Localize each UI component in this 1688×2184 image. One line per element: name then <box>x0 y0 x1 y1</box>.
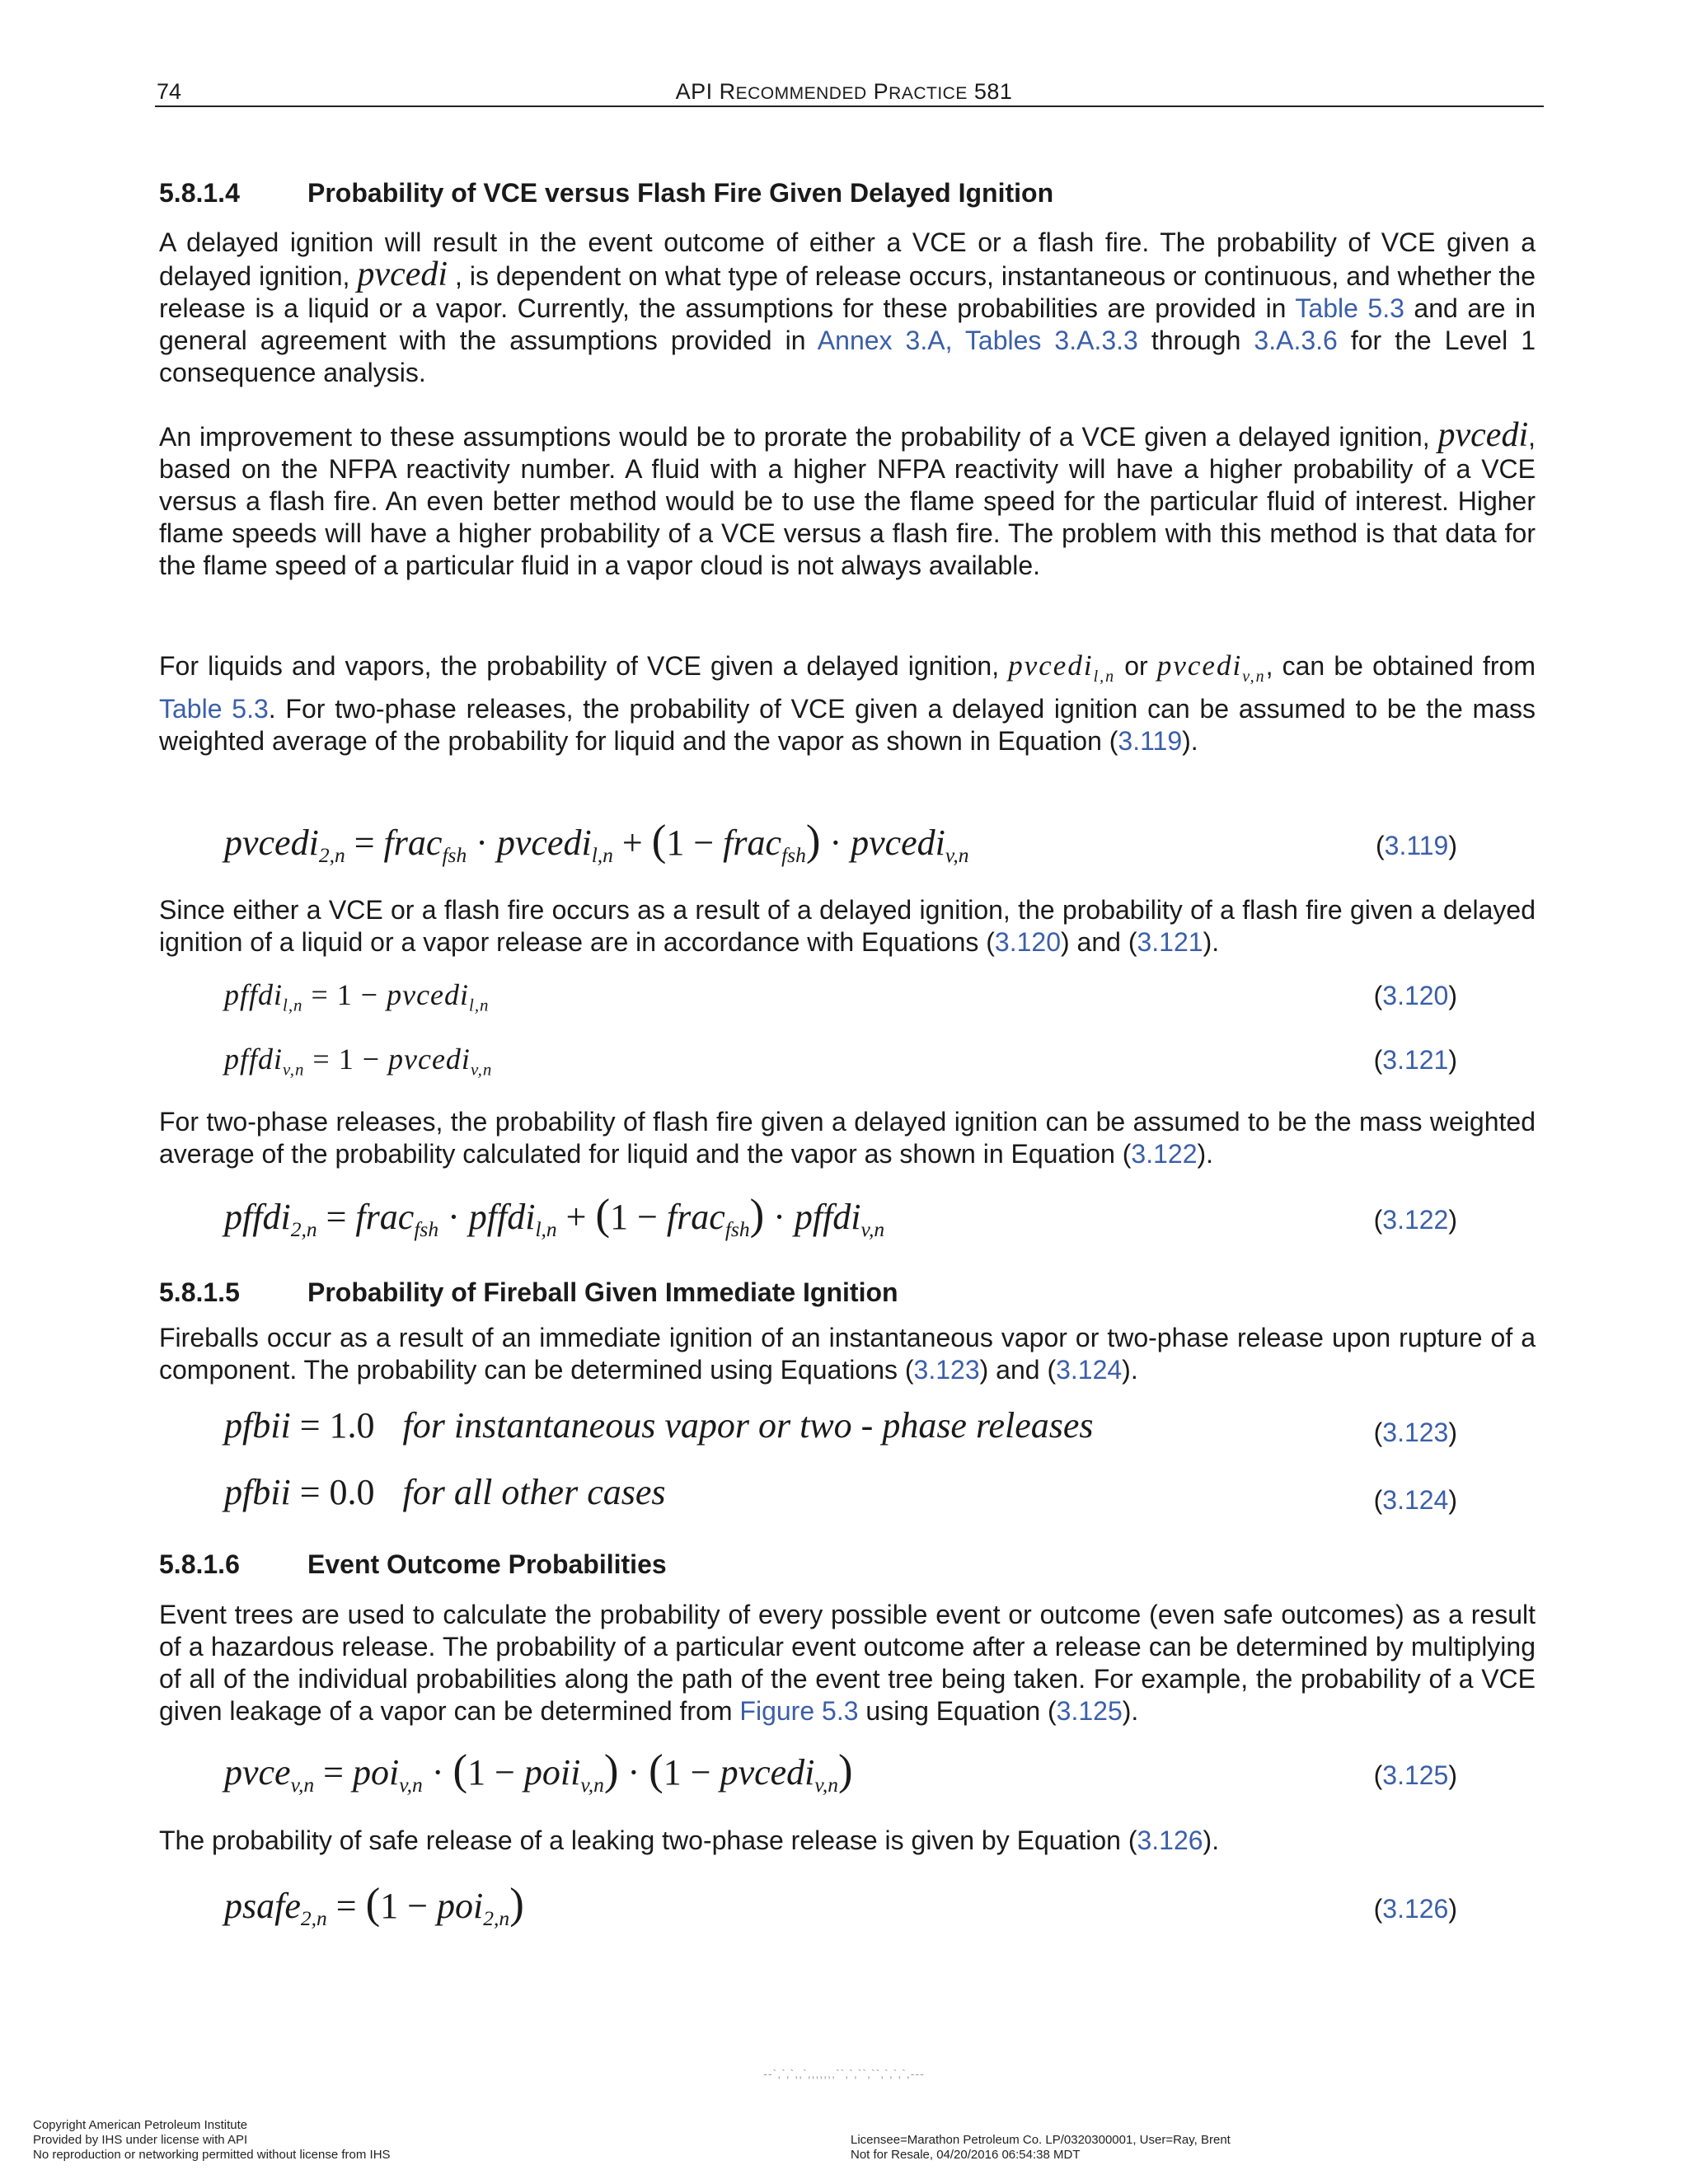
equation-3-120 <box>224 977 490 1015</box>
symbol-subscript: l,n <box>1093 668 1116 686</box>
eq-condition: for instantaneous vapor or two - phase releases <box>402 1405 1094 1446</box>
footer-line: No reproduction or networking permitted without license from IHS <box>33 2148 391 2162</box>
text-run: . For two-phase releases, the probability of VCE given a delayed ignition can be assumed to be the mass weighted average of the probability for liquid and the vapor as shown in Equation ( <box>159 694 1536 756</box>
eq-subscript: v,n <box>814 1772 838 1797</box>
section-title: Probability of VCE versus Flash Fire Given Delayed Ignition <box>307 178 1054 208</box>
text-run: ). <box>1122 1355 1138 1385</box>
eq-term: frac <box>355 1197 415 1237</box>
equation-number-value: 3.125 <box>1382 1760 1449 1790</box>
link-eq-3-123[interactable]: 3.123 <box>913 1355 980 1385</box>
eq-term: frac <box>666 1197 725 1237</box>
left-paren: ( <box>595 1191 611 1239</box>
symbol-pvcedi-ln <box>1008 649 1116 686</box>
eq-term: frac <box>723 823 782 863</box>
eq-operator: = 0.0 <box>290 1472 375 1512</box>
symbol-pvcedi: pvcedi <box>1437 416 1529 454</box>
eq-operator: = <box>345 823 384 863</box>
equation-number-value: 3.119 <box>1384 831 1449 860</box>
paragraph-flash-fire <box>159 894 1536 958</box>
eq-operator: − <box>681 1752 720 1793</box>
footer-line: Licensee=Marathon Petroleum Co. LP/0320300001, User=Ray, Brent <box>851 2133 1231 2147</box>
eq-subscript: v,n <box>860 1216 885 1241</box>
paragraph-safe-release <box>159 1825 1536 1857</box>
text-run: for the Level 1 consequence analysis. <box>159 326 1536 387</box>
eq-subscript: v,n <box>470 1059 493 1080</box>
section-heading-5-8-1-4 <box>159 178 1053 209</box>
left-paren: ( <box>651 817 667 865</box>
footer-copyright <box>33 2118 391 2163</box>
eq-term: pvcedi <box>720 1752 815 1793</box>
eq-subscript: v,n <box>399 1772 423 1797</box>
eq-subscript: l,n <box>469 995 490 1015</box>
right-paren: ) <box>603 1746 619 1794</box>
text-run: ). <box>1122 1696 1139 1726</box>
paragraph-two-phase-flash <box>159 1106 1536 1170</box>
eq-subscript: l,n <box>283 995 303 1015</box>
eq-term: pfbii <box>224 1472 291 1512</box>
right-paren: ) <box>749 1191 765 1239</box>
eq-term: pvcedi <box>387 978 470 1011</box>
footer-line: Copyright American Petroleum Institute <box>33 2118 248 2132</box>
equation-number-value: 3.124 <box>1382 1485 1449 1515</box>
symbol-pvcedi-vn <box>1156 649 1266 686</box>
equation-number-value: 3.122 <box>1382 1205 1449 1235</box>
eq-term: pfbii <box>224 1405 291 1446</box>
text-run: ). <box>1197 1139 1214 1169</box>
footer-line: Not for Resale, 04/20/2016 06:54:38 MDT <box>851 2148 1081 2162</box>
equation-3-123 <box>224 1404 1094 1446</box>
header-title-mid: P <box>866 79 889 104</box>
paragraph-event-trees <box>159 1599 1536 1727</box>
eq-subscript: v,n <box>580 1772 604 1797</box>
eq-subscript: fsh <box>414 1216 439 1241</box>
link-eq-3-122[interactable]: 3.122 <box>1131 1139 1198 1169</box>
text-run: ). <box>1182 726 1198 756</box>
link-eq-3-124[interactable]: 3.124 <box>1056 1355 1123 1385</box>
eq-subscript: 2,n <box>318 842 345 867</box>
right-paren: ) <box>837 1746 853 1794</box>
eq-number: 1 <box>467 1752 486 1793</box>
text-run: ) and ( <box>979 1355 1057 1385</box>
text-run: or <box>1115 651 1157 681</box>
watermark-dots: --`,`,`,,`,,,,,,,``,`,``,``,`,`,`,--- <box>763 2067 925 2080</box>
section-number: 5.8.1.4 <box>159 178 240 208</box>
eq-operator: = 1 − <box>302 978 387 1011</box>
eq-operator: − <box>398 1886 438 1926</box>
eq-subscript: fsh <box>724 1216 750 1241</box>
eq-condition: for all other cases <box>402 1472 666 1512</box>
text-run: , is dependent on what type of release occurs, instantaneous or continuous, and whether the release is a liquid or a vapor. Currently, the assumptions for these probabilities are provided in <box>159 261 1536 323</box>
equation-3-121 <box>224 1042 492 1080</box>
eq-subscript: fsh <box>442 842 467 867</box>
eq-subscript: l,n <box>535 1216 557 1241</box>
symbol-pvcedi: pvcedi <box>357 255 448 293</box>
eq-term: pvce <box>224 1752 291 1793</box>
eq-number: 1 <box>610 1197 629 1237</box>
eq-operator: · <box>820 823 851 863</box>
eq-number: 1 <box>380 1886 399 1926</box>
section-number: 5.8.1.6 <box>159 1549 240 1579</box>
link-eq-3-120[interactable]: 3.120 <box>994 927 1061 957</box>
text-run: Since either a VCE or a flash fire occurs as a result of a delayed ignition, the probability of a flash fire given a delayed ignition of a liquid or a vapor release are in accordance with Equations ( <box>159 895 1536 957</box>
equation-number-value: 3.120 <box>1382 981 1449 1010</box>
equation-3-125 <box>224 1746 853 1797</box>
paragraph-fireballs <box>159 1322 1536 1386</box>
header-title-sc1: ECOMMENDED <box>735 84 867 103</box>
eq-subscript: l,n <box>591 842 613 867</box>
link-table-5-3[interactable]: Table 5.3 <box>1295 293 1404 323</box>
text-run: For liquids and vapors, the probability of VCE given a delayed ignition, <box>159 651 1009 681</box>
header-title-sc2: RACTICE <box>889 84 968 103</box>
left-paren: ( <box>649 1746 663 1794</box>
eq-subscript: 2,n <box>290 1216 317 1241</box>
eq-operator: · <box>618 1752 649 1793</box>
footer-line: Provided by IHS under license with API <box>33 2133 248 2147</box>
footer-licensee <box>851 2133 1231 2163</box>
eq-term: pvcedi <box>224 823 319 863</box>
text-run: ). <box>1203 927 1220 957</box>
link-eq-3-125[interactable]: 3.125 <box>1056 1696 1123 1726</box>
symbol-base: pvcedi <box>1156 649 1243 682</box>
text-run: and are in general agreement with the assumptions provided in <box>159 293 1536 355</box>
equation-3-126 <box>224 1879 524 1931</box>
eq-term: psafe <box>224 1886 301 1926</box>
equation-number-3-124: (3.124) <box>1373 1485 1457 1515</box>
section-number: 5.8.1.5 <box>159 1277 240 1307</box>
link-eq-3-121[interactable]: 3.121 <box>1137 927 1203 957</box>
eq-number: 1 <box>663 1752 682 1793</box>
eq-term: pffdi <box>468 1197 536 1237</box>
eq-operator: · <box>764 1197 795 1237</box>
eq-operator: = 1.0 <box>290 1405 375 1446</box>
eq-operator: = <box>316 1197 356 1237</box>
section-title: Event Outcome Probabilities <box>307 1549 667 1579</box>
eq-term: pffdi <box>224 1197 291 1237</box>
eq-subscript: v,n <box>945 842 969 867</box>
equation-number-value: 3.123 <box>1382 1418 1449 1447</box>
equation-3-119 <box>224 816 968 868</box>
eq-subscript: fsh <box>781 842 806 867</box>
equation-number-3-123: (3.123) <box>1373 1418 1457 1447</box>
text-run: ) and ( <box>1061 927 1137 957</box>
equation-number-value: 3.126 <box>1382 1894 1449 1924</box>
symbol-subscript: v,n <box>1242 668 1266 686</box>
link-figure-5-3[interactable]: Figure 5.3 <box>739 1696 859 1726</box>
section-heading-5-8-1-6 <box>159 1549 667 1580</box>
eq-term: pffdi <box>794 1197 861 1237</box>
left-paren: ( <box>452 1746 468 1794</box>
text-run: ). <box>1203 1825 1220 1855</box>
eq-operator: = 1 − <box>304 1043 388 1076</box>
text-run: through <box>1137 326 1254 355</box>
equation-number-3-126: (3.126) <box>1373 1894 1457 1924</box>
equation-3-122 <box>224 1190 884 1242</box>
eq-operator: · <box>422 1752 453 1793</box>
header-divider <box>155 105 1544 107</box>
header-title-suffix: 581 <box>967 79 1013 104</box>
eq-operator: + <box>556 1197 596 1237</box>
equation-3-124 <box>224 1471 666 1513</box>
eq-subscript: 2,n <box>483 1905 510 1930</box>
eq-subscript: v,n <box>290 1772 315 1797</box>
link-table-5-3[interactable]: Table 5.3 <box>159 694 269 724</box>
equation-number-3-122: (3.122) <box>1373 1205 1457 1235</box>
eq-term: poii <box>523 1752 581 1793</box>
text-run: , based on the NFPA reactivity number. A fluid with a higher NFPA reactivity will have a higher probability of a VCE versus a flash fire. An even better method would be to use the flame speed for the particular fluid of interest. Higher flame speeds will have a higher probability of a VCE versus a flash fire. The problem with this method is that data for the flame speed of a particular fluid in a vapor cloud is not always available. <box>159 422 1536 580</box>
page-number: 74 <box>157 79 182 104</box>
eq-operator: = <box>314 1752 353 1793</box>
equation-number-3-125: (3.125) <box>1373 1760 1457 1790</box>
eq-term: frac <box>383 823 443 863</box>
text-run: The probability of safe release of a leaking two-phase release is given by Equation ( <box>159 1825 1137 1855</box>
link-eq-3-126[interactable]: 3.126 <box>1137 1825 1203 1855</box>
equation-number-3-121: (3.121) <box>1373 1045 1457 1075</box>
eq-term: pffdi <box>224 978 284 1011</box>
eq-term: poi <box>353 1752 400 1793</box>
link-annex-3a-tables[interactable]: Annex 3.A, Tables 3.A.3.3 <box>817 326 1138 355</box>
right-paren: ) <box>509 1880 524 1928</box>
text-run: Fireballs occur as a result of an immediate ignition of an instantaneous vapor or two-phase release upon rupture of a component. The probability can be determined using Equations ( <box>159 1323 1536 1385</box>
equation-number-value: 3.121 <box>1382 1045 1449 1075</box>
link-eq-3-119[interactable]: 3.119 <box>1118 726 1183 756</box>
link-3a36[interactable]: 3.A.3.6 <box>1254 326 1338 355</box>
text-run: A delayed ignition will result in the event outcome of either a VCE or a flash fire. The probability of VCE given a delayed ignition, <box>159 227 1536 291</box>
eq-subscript: v,n <box>283 1059 305 1080</box>
eq-number: 1 <box>666 823 685 863</box>
left-paren: ( <box>365 1880 381 1928</box>
text-run: An improvement to these assumptions would be to prorate the probability of a VCE given a delayed ignition, <box>159 422 1438 452</box>
equation-number-3-119: (3.119) <box>1375 831 1457 860</box>
equation-number-3-120: (3.120) <box>1373 981 1457 1010</box>
running-header <box>0 79 1688 105</box>
eq-term: pvcedi <box>496 823 592 863</box>
text-run: Event trees are used to calculate the probability of every possible event or outcome (even safe outcomes) as a result of a hazardous release. The probability of a particular event outcome after a release can be determined by multiplying of all of the individual probabilities along the path of the event tree being taken. For example, the probability of a VCE given leakage of a vapor can be determined from <box>159 1600 1536 1726</box>
paragraph-delayed-ignition <box>159 227 1536 389</box>
eq-term: pffdi <box>224 1043 284 1076</box>
header-title-prefix: API R <box>675 79 736 104</box>
eq-operator: · <box>438 1197 469 1237</box>
section-title: Probability of Fireball Given Immediate Ignition <box>307 1277 898 1307</box>
text-run: For two-phase releases, the probability of flash fire given a delayed ignition can be assumed to be the mass weighted average of the probability calculated for liquid and the vapor as shown in Equation ( <box>159 1107 1536 1169</box>
text-run: using Equation ( <box>858 1696 1057 1726</box>
eq-term: poi <box>437 1886 484 1926</box>
eq-operator: + <box>612 823 652 863</box>
eq-operator: · <box>467 823 497 863</box>
eq-term: pvcedi <box>851 823 945 863</box>
paragraph-improvement <box>159 416 1536 582</box>
eq-term: pvcedi <box>388 1043 471 1076</box>
eq-operator: − <box>485 1752 524 1793</box>
eq-operator: = <box>326 1886 366 1926</box>
text-run: , can be obtained from <box>1265 651 1536 681</box>
section-heading-5-8-1-5 <box>159 1277 898 1308</box>
paragraph-liquids-vapors <box>159 649 1536 757</box>
symbol-base: pvcedi <box>1008 649 1094 682</box>
right-paren: ) <box>805 817 821 865</box>
eq-subscript: 2,n <box>300 1905 327 1930</box>
eq-operator: − <box>628 1197 667 1237</box>
eq-operator: − <box>684 823 724 863</box>
